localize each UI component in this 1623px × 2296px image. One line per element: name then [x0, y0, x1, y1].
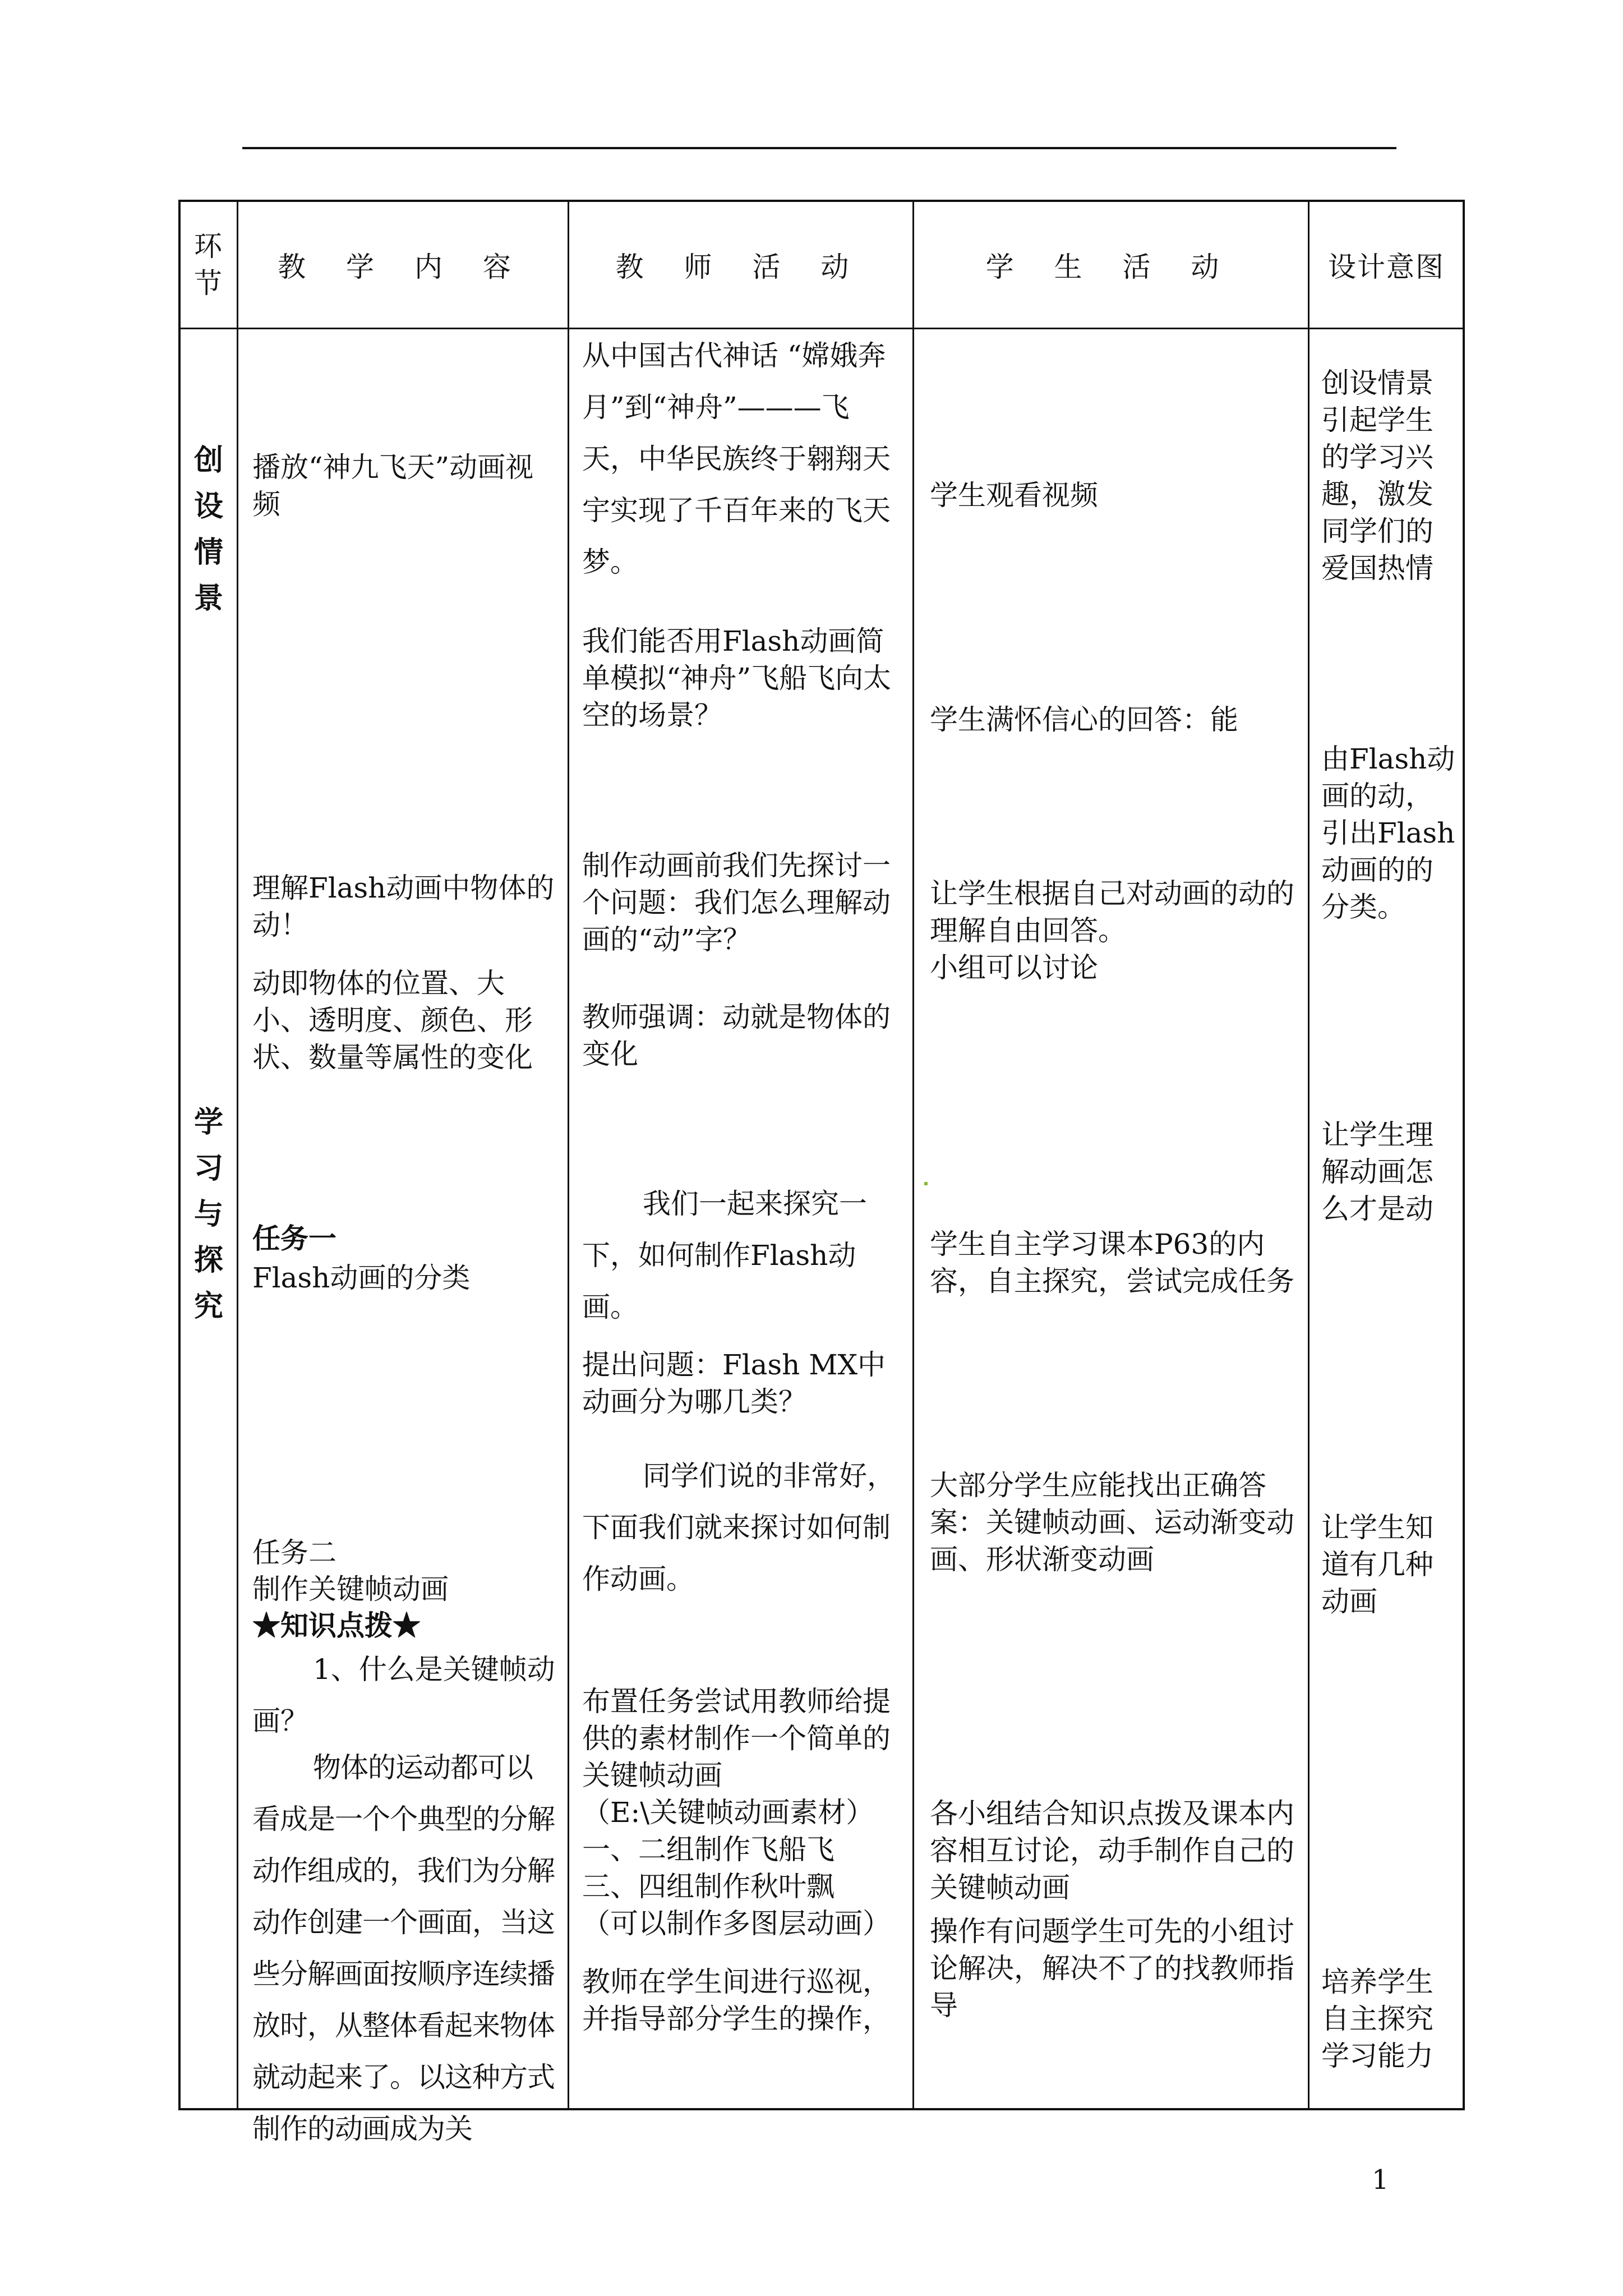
student-s5: 大部分学生应能找出正确答案：关键帧动画、运动渐变动画、形状渐变动画	[930, 1469, 1294, 1576]
stray-mark	[924, 1182, 928, 1185]
student-s1: 学生观看视频	[930, 479, 1098, 512]
page-number: 1	[1372, 2164, 1389, 2196]
header-content: 教 学 内 容	[278, 251, 527, 283]
student-s4: 学生自主学习课本P63的内容，自主探究，尝试完成任务	[930, 1228, 1294, 1297]
header-student: 学 生 活 动	[985, 251, 1235, 283]
header-intent: 设计意图	[1328, 251, 1445, 283]
top-rule	[242, 147, 1396, 149]
teacher-t8: 布置任务尝试用教师给提供的素材制作一个简单的关键帧动画 （E:\关键帧动画素材） 一、二组制作飞船飞 三、四组制作秋叶飘 （可以制作多图层动画）	[582, 1685, 891, 1940]
header-section: 环 节	[194, 230, 223, 300]
content-c1: 播放“神九飞天”动画视频	[252, 451, 534, 521]
intent-i4: 让学生知道有几种动画	[1321, 1511, 1433, 1618]
teacher-t5: 我们一起来探究一下，如何制作Flash动画。	[582, 1188, 867, 1323]
content-c2: 理解Flash动画中物体的动！	[252, 872, 555, 941]
content-task2: 制作关键帧动画	[252, 1573, 449, 1605]
intent-i3: 让学生理解动画怎么才是动	[1321, 1119, 1433, 1225]
lesson-table	[178, 200, 1465, 2145]
section-label-2: 学 习 与 探 究	[193, 1105, 223, 1323]
col-divider	[912, 202, 914, 2108]
header-teacher: 教 师 活 动	[615, 251, 865, 283]
student-s7: 操作有问题学生可先的小组讨论解决，解决不了的找教师指导	[930, 1915, 1294, 2022]
intent-i5: 培养学生自主探究学习能力	[1321, 1966, 1433, 2072]
col-divider	[1308, 202, 1310, 2108]
student-s2: 学生满怀信心的回答：能	[930, 703, 1238, 736]
teacher-t2: 我们能否用Flash动画简单模拟“神舟”飞船飞向太空的场景？	[582, 625, 892, 731]
content-tip: ★知识点拨★	[252, 1609, 421, 1642]
teacher-t7: 同学们说的非常好，下面我们就来探讨如何制作动画。	[582, 1460, 895, 1595]
content-task1-title: 任务一	[252, 1222, 336, 1255]
teacher-t3: 制作动画前我们先探讨一个问题：我们怎么理解动画的“动”字？	[582, 849, 891, 956]
content-task2-title: 任务二	[252, 1536, 336, 1569]
student-s6: 各小组结合知识点拨及课本内容相互讨论，动手制作自己的关键帧动画	[930, 1797, 1294, 1904]
col-divider	[237, 202, 238, 2108]
col-divider	[568, 202, 569, 2108]
teacher-t4: 教师强调：动就是物体的变化	[582, 1001, 891, 1070]
teacher-t9: 教师在学生间进行巡视，并指导部分学生的操作，	[582, 1966, 891, 2035]
teacher-t6: 提出问题：Flash MX中动画分为哪几类？	[582, 1349, 886, 1418]
intent-i2: 由Flash动画的动，引出Flash动画的的分类。	[1321, 743, 1455, 923]
section-label-1: 创 设 情 景	[193, 443, 223, 615]
header-divider	[181, 328, 1463, 329]
content-explanation: 物体的运动都可以看成是一个个典型的分解动作组成的，我们为分解动作创建一个画面，当这些分解画面按顺序连续播放时，从整体看起来物体就动起来了。以这种方式制作的动画成为关	[252, 1751, 555, 2145]
intent-i1: 创设情景引起学生的学习兴趣，激发同学们的爱国热情	[1321, 367, 1433, 585]
student-s3: 让学生根据自己对动画的动的理解自由回答。 小组可以讨论	[930, 877, 1294, 984]
content-c3: 动即物体的位置、大小、透明度、颜色、形状、数量等属性的变化	[252, 967, 533, 1074]
content-question: 1、什么是关键帧动画？	[252, 1653, 555, 1737]
teacher-t1: 从中国古代神话 “嫦娥奔月”到“神舟”———飞天，中华民族终于翱翔天宇实现了千百年来的飞天梦。	[582, 339, 891, 578]
content-task1: Flash动画的分类	[252, 1262, 471, 1294]
